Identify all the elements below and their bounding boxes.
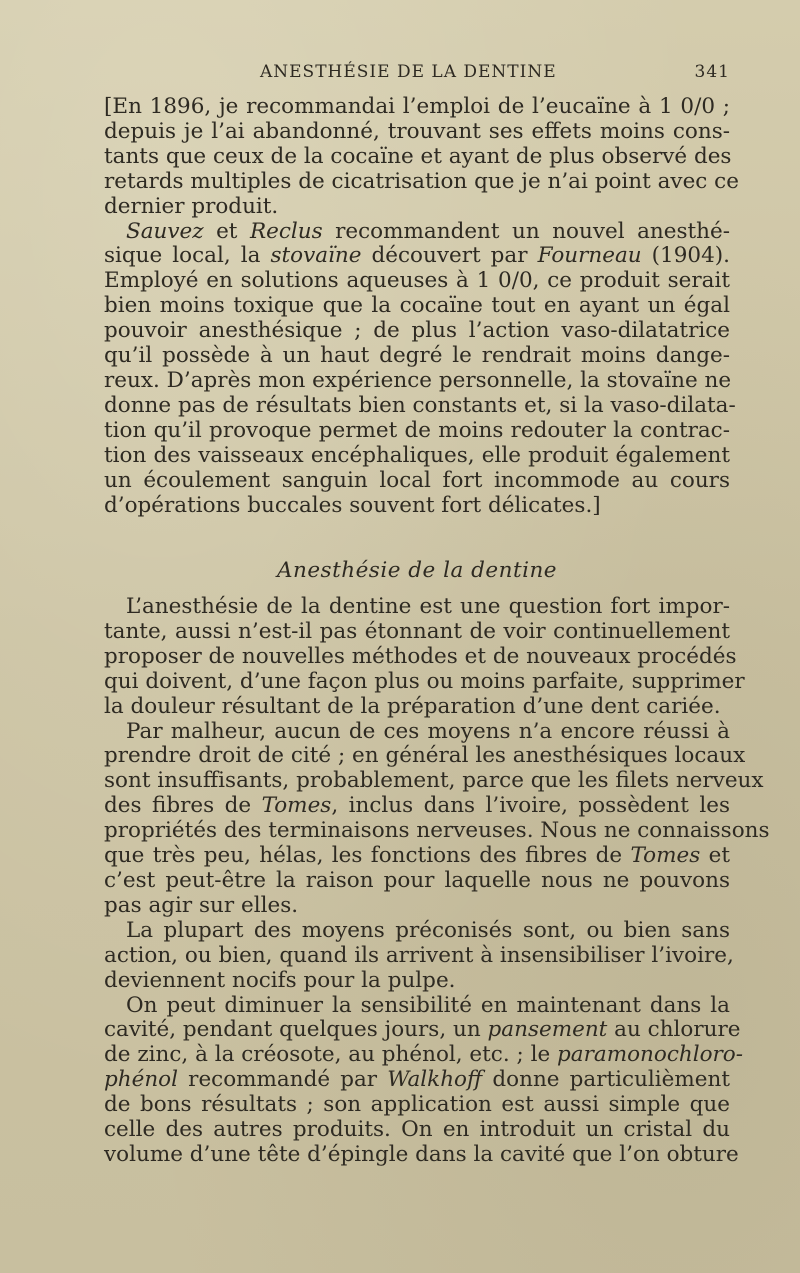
text-run: celle des autres produits. On en introduit un cristal du <box>104 1117 730 1143</box>
running-title: ANESTHÉSIE DE LA DENTINE <box>260 62 557 82</box>
text-run: tion des vaisseaux encéphaliques, elle produit également <box>104 442 730 468</box>
text-run: donne pas de résultats bien constants et, si la vaso-dilata- <box>104 392 736 418</box>
text-line <box>104 620 730 645</box>
text-line <box>104 668 745 695</box>
text-run: sique local, la <box>104 243 271 269</box>
italic-run: Tomes <box>630 843 701 869</box>
text-run: c’est peut-être la raison pour laquelle nous ne pouvons <box>104 867 730 893</box>
text-line <box>104 1141 739 1168</box>
text-line <box>104 444 730 469</box>
italic-run: stovaïne <box>270 243 362 269</box>
italic-run: phénol <box>104 1067 179 1093</box>
dentine-paragraph-block <box>104 594 770 1168</box>
text-line <box>104 919 730 944</box>
text-line <box>104 743 746 769</box>
text-line <box>104 195 730 220</box>
text-line <box>104 294 730 319</box>
running-head <box>104 62 730 86</box>
text-line <box>104 369 730 394</box>
text-run: et <box>203 218 250 244</box>
text-line <box>104 145 730 170</box>
text-run: pas agir sur elles. <box>104 892 299 918</box>
text-line <box>104 643 737 670</box>
text-line <box>104 768 764 794</box>
text-run: Employé en solutions aqueuses à 1 0/0, ce produit serait <box>104 268 730 294</box>
text-line <box>104 1068 730 1093</box>
text-run: volume d’une tête d’épingle dans la cavité que l’on obture <box>104 1141 739 1167</box>
text-line <box>104 942 734 969</box>
text-run: [En 1896, je recommandai l’emploi de l’eucaïne à 1 0/0 ; <box>104 94 730 119</box>
text-line <box>104 595 730 620</box>
text-run: de bons résultats ; son application est aussi simple que <box>104 1092 730 1118</box>
text-line <box>104 1093 730 1118</box>
text-run: au chlorure <box>607 1017 741 1043</box>
text-run: Par malheur, aucun de ces moyens n’a encore réussi à <box>126 718 730 744</box>
text-run: action, ou bien, quand ils arrivent à insensibiliser l’ivoire, <box>104 942 734 968</box>
text-line <box>104 1017 741 1043</box>
text-run: un écoulement sanguin local fort incommode au cours <box>104 467 730 493</box>
text-run: depuis je l’ai abandonné, trouvant ses effets moins cons- <box>104 118 730 144</box>
text-line <box>104 469 730 494</box>
text-run: dernier produit. <box>104 193 279 219</box>
text-line <box>104 869 730 894</box>
text-run: bien moins toxique que la cocaïne tout en ayant un égal <box>104 293 730 319</box>
text-run: retards multiples de cicatrisation que je n’ai point avec ce <box>104 168 739 194</box>
text-run: de zinc, à la créosote, au phénol, etc. ; le <box>104 1042 558 1068</box>
text-run: On peut diminuer la sensibilité en maintenant dans la <box>126 992 730 1018</box>
text-run: pouvoir anesthésique ; de plus l’action vaso-dilatatrice <box>104 318 730 344</box>
text-run: sont insuffisants, probablement, parce que les filets nerveux <box>104 768 764 794</box>
text-line <box>104 695 730 720</box>
text-line <box>104 969 730 994</box>
text-line <box>104 720 730 745</box>
page-number: 341 <box>694 62 730 82</box>
text-run: L’anesthésie de la dentine est une question fort impor- <box>126 594 730 619</box>
text-line <box>104 794 730 819</box>
text-line <box>104 244 730 269</box>
text-run: découvert par <box>361 243 538 269</box>
text-run: La plupart des moyens préconisés sont, ou bien sans <box>126 917 730 943</box>
text-run: tion qu’il provoque permet de moins redouter la contrac- <box>104 417 730 443</box>
italic-run: Sauvez <box>126 218 204 244</box>
text-run: propriétés des terminaisons nerveuses. Nous ne connaissons <box>104 818 770 844</box>
italic-run: Fourneau <box>537 243 642 269</box>
text-line <box>104 894 730 919</box>
text-line <box>104 269 730 294</box>
text-run: que très peu, hélas, les fonctions des fibres de <box>104 843 631 869</box>
text-run: recommandent un nouvel anesthé- <box>322 218 730 244</box>
text-line <box>104 419 730 444</box>
text-line <box>104 1118 730 1143</box>
text-line <box>104 95 730 120</box>
text-run: donne particulièment <box>482 1067 730 1093</box>
text-run: qu’il possède à un haut degré le rendrait moins dange- <box>104 343 730 369</box>
text-run: cavité, pendant quelques jours, un <box>104 1017 488 1043</box>
italic-run: Walkhoff <box>387 1067 483 1093</box>
text-run: deviennent nocifs pour la pulpe. <box>104 967 456 993</box>
text-line <box>104 994 730 1019</box>
text-run: la douleur résultant de la préparation d’une dent cariée. <box>104 693 721 719</box>
text-run: reux. D’après mon expérience personnelle, la stovaïne ne <box>104 367 732 393</box>
text-line <box>104 1042 744 1068</box>
text-line <box>104 220 730 245</box>
text-line <box>104 818 770 844</box>
italic-run: Tomes <box>261 793 332 819</box>
text-line <box>104 494 730 519</box>
text-line <box>104 120 730 145</box>
italic-run: pansement <box>487 1017 608 1043</box>
text-line <box>104 168 739 195</box>
text-line <box>104 844 730 869</box>
text-run: qui doivent, d’une façon plus ou moins parfaite, supprimer <box>104 668 745 694</box>
section-heading: Anesthésie de la dentine <box>276 558 558 583</box>
text-run: prendre droit de cité ; en général les anesthésiques locaux <box>104 743 746 769</box>
text-line <box>104 392 736 419</box>
text-run: tants que ceux de la cocaïne et ayant de plus observé des <box>104 143 732 169</box>
text-run: des fibres de <box>104 793 262 819</box>
text-line <box>104 319 730 344</box>
text-run: recommandé par <box>178 1067 388 1093</box>
bracketed-paragraph-block <box>104 94 739 518</box>
text-run: d’opérations buccales souvent fort délicates.] <box>104 492 601 518</box>
text-run: , inclus dans l’ivoire, possèdent les <box>331 793 730 819</box>
text-run: et <box>700 843 730 869</box>
text-run: tante, aussi n’est-il pas étonnant de voir continuellement <box>104 618 730 644</box>
italic-run: paramonochloro- <box>557 1042 744 1068</box>
italic-run: Reclus <box>249 218 323 244</box>
text-run: proposer de nouvelles méthodes et de nouveaux procédés <box>104 643 737 669</box>
text-line <box>104 344 730 369</box>
text-run: (1904). <box>641 243 730 269</box>
